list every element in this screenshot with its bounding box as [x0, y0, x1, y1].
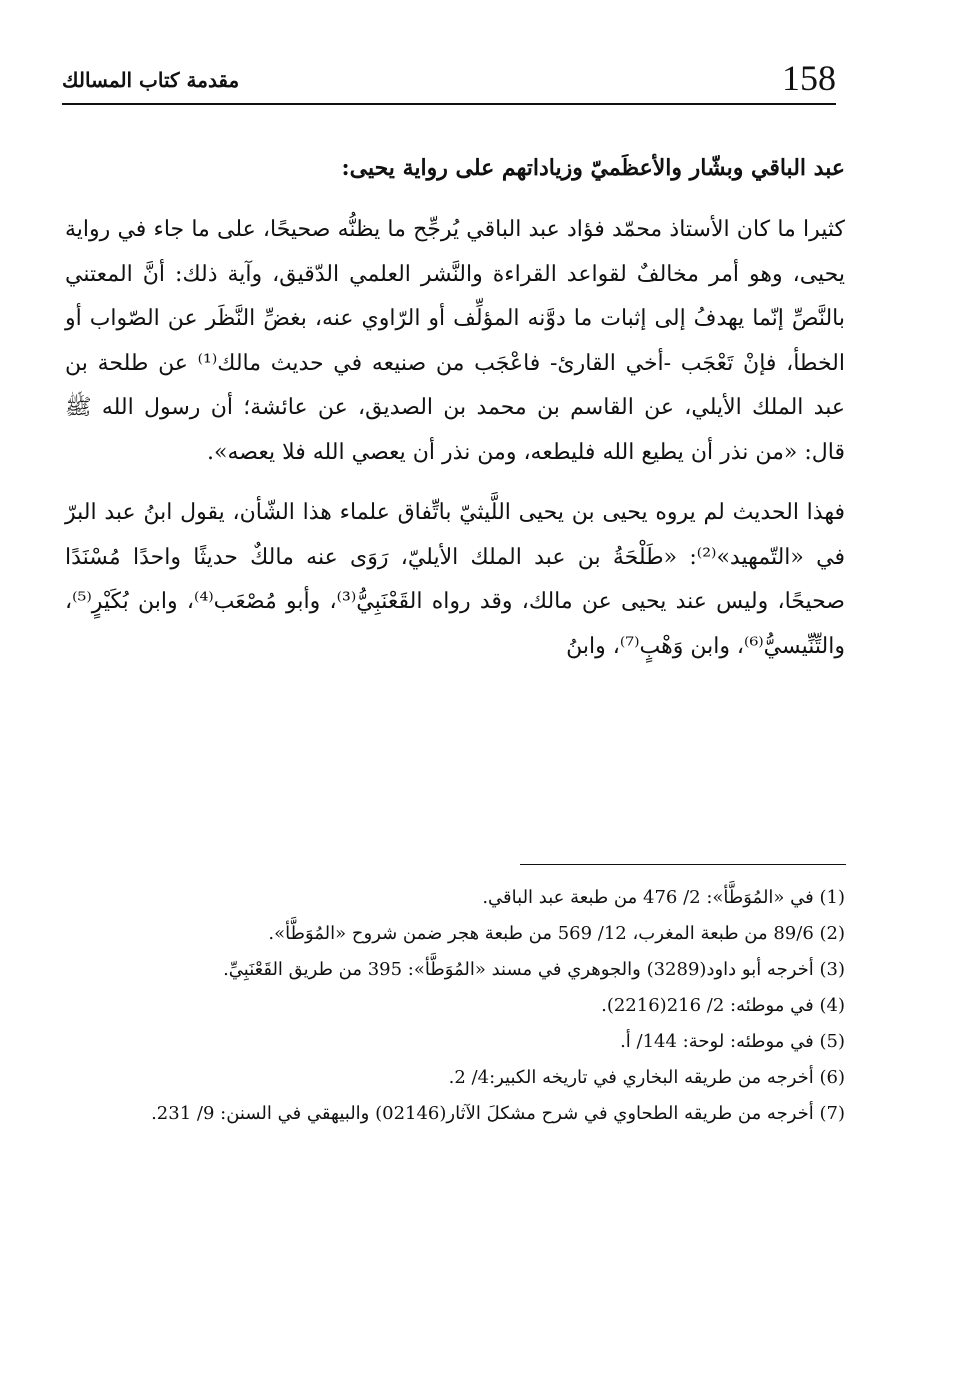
footnote: (6) أخرجه من طريقه البخاري في تاريخه الكبير:4/ 2.	[448, 1067, 845, 1088]
footnote: (7) أخرجه من طريقه الطحاوي في شرح مشكلَ الآثار(02146) والبيهقي في السنن: 9/ 231.	[151, 1103, 845, 1124]
main-text	[65, 150, 845, 685]
footnote-divider	[520, 864, 846, 865]
page-number: 158	[782, 58, 836, 98]
section-heading: عبد الباقي وبشّار والأعظَميّ وزياداتهم على رواية يحيى:	[341, 155, 845, 181]
page-header	[62, 58, 836, 102]
footnotes	[65, 880, 845, 1132]
footnote: (5) في موطئه: لوحة: 144/ أ.	[620, 1031, 845, 1052]
paragraph: فهذا الحديث لم يروه يحيى بن يحيى اللَّيثيّ باتِّفاق علماء هذا الشّأن، يقول ابنُ عبد البرّ في «التّمهيد»⁽²⁾: «طَلْحَةُ بن عبد الملك الأيليّ، رَوَى عنه مالكٌ حديثًا واحدًا مُسْنَدًا صحيحًا، وليس عند يحيى عن مالك، وقد رواه القَعْنَبِيُّ⁽³⁾، وأبو مُصْعَب⁽⁴⁾، وابن بُكَيْرٍ⁽⁵⁾، والتِّنِّيسيُّ⁽⁶⁾، وابن وَهْبٍ⁽⁷⁾، وابنُ	[65, 500, 845, 659]
paragraph: كثيرا ما كان الأستاذ محمّد فؤاد عبد الباقي يُرجِّح ما يظنُّه صحيحًا، على ما جاء في رواية يحيى، وهو أمر مخالفٌ لقواعد القراءة والنَّشر العلمي الدّقيق، وآية ذلك: أنَّ المعتني بالنَّصِّ إنّما يهدفُ إلى إثبات ما دوَّنه المؤلِّف أو الرّاوي عنه، بغضِّ النَّظَر عن الصّواب أو الخطأ، فإنْ تَعْجَب -أخي القارئ- فاعْجَب من صنيعه في حديث مالك⁽¹⁾ عن طلحة بن عبد الملك الأيلي، عن القاسم بن محمد بن الصديق، عن عائشة؛ أن رسول الله ﷺ قال: «من نذر أن يطيع الله فليطعه، ومن نذر أن يعصي الله فلا يعصه».	[65, 217, 845, 465]
footnote: (3) أخرجه أبو داود(3289) والجوهري في مسند «المُوَطَّأ»: 395 من طريق القَعْنَبِيِّ.	[223, 959, 845, 980]
footnote: (2) 89/6 من طبعة المغرب، 12/ 569 من طبعة هجر ضمن شروح «المُوَطَّأ».	[268, 923, 845, 944]
header-divider	[62, 103, 836, 105]
footnote: (4) في موطئه: 2/ 216(2216).	[601, 995, 845, 1016]
footnote: (1) في «المُوَطَّأ»: 2/ 476 من طبعة عبد الباقي.	[482, 887, 845, 908]
running-title: مقدمة كتاب المسالك	[62, 68, 240, 92]
